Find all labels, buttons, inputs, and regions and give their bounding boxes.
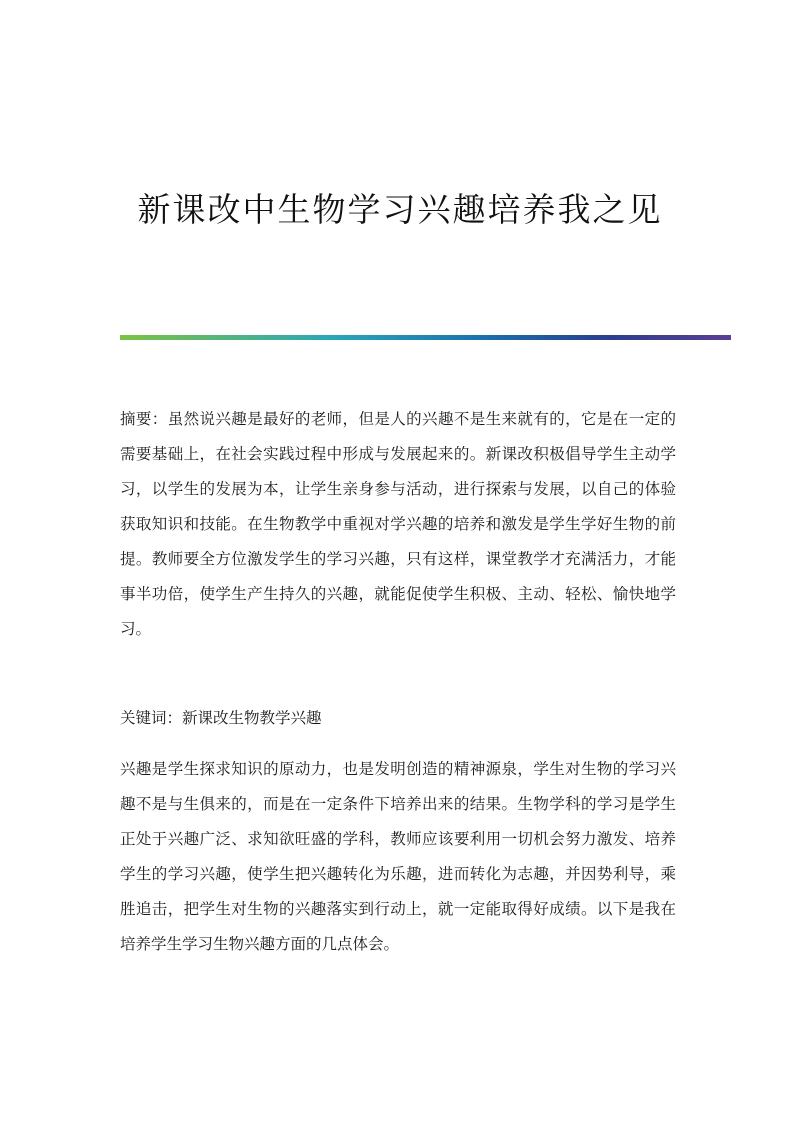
abstract-text: 虽然说兴趣是最好的老师，但是人的兴趣不是生来就有的，它是在一定的需要基础上，在社会实践过程中形成与发展起来的。新课改积极倡导学生主动学习，以学生的发展为本，让学生亲身参与活动，进行探索与发展，以自己的体验获取知识和技能。在生物教学中重视对学兴趣的培养和激发是学生学好生物的前提。教师要全方位激发学生的学习兴趣，只有这样，课堂教学才充满活力，才能事半功倍，使学生产生持久的兴趣，就能促使学生积极、主动、轻松、愉快地学习。 — [120, 410, 676, 638]
keywords-label: 关键词： — [120, 709, 183, 727]
intro-paragraph: 兴趣是学生探求知识的原动力，也是发明创造的精神源泉，学生对生物的学习兴趣不是与生俱来的，而是在一定条件下培养出来的结果。生物学科的学习是学生正处于兴趣广泛、求知欲旺盛的学科，教师应该要利用一切机会努力激发、培养学生的学习兴趣，使学生把兴趣转化为乐趣，进而转化为志趣，并因势利导，乘胜追击，把学生对生物的兴趣落实到行动上，就一定能取得好成绩。以下是我在培养学生学习生物兴趣方面的几点体会。 — [120, 760, 676, 953]
abstract-label: 摘要： — [120, 410, 168, 428]
keywords-paragraph — [120, 701, 676, 736]
title-divider — [120, 335, 731, 340]
page-title: 新课改中生物学习兴趣培养我之见 — [137, 190, 663, 229]
keywords-text: 新课改生物教学兴趣 — [182, 709, 322, 727]
abstract-paragraph — [120, 402, 676, 647]
